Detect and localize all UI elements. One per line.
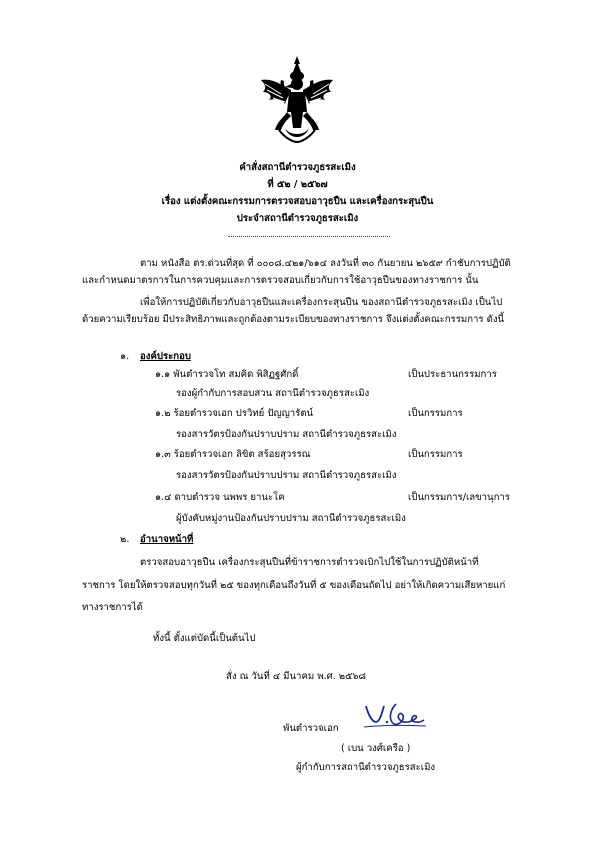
member-position: รองสารวัตรป้องกันปราบปราม สถานีตำรวจภูธรสะเมิง [176,470,397,481]
para2-line1: เพื่อให้การปฏิบัติเกี่ยวกับอาวุธปืนและเครื่องกระสุนปืน ของสถานีตำรวจภูธรสะเมิง เป็นไป [140,297,503,308]
para1-line1: ตาม หนังสือ ตร.ด่วนที่สุด ที่ ๐๐๐๘.๔๒๑/๖๑๔ ลงวันที่ ๓๐ กันยายน ๒๖๕๙ กำชับการปฏิบัติ [140,258,511,269]
section2-line2: ราชการ โดยให้ตรวจสอบทุกวันที่ ๒๕ ของทุกเดือนถึงวันที่ ๕ ของเดือนถัดไป อย่าให้เกิดความเสียหายแก่ [82,580,506,591]
member-position: รองสารวัตรป้องกันปราบปราม สถานีตำรวจภูธรสะเมิง [176,429,397,440]
order-subject: เรื่อง แต่งตั้งคณะกรรมการตรวจสอบอาวุธปืน และเครื่องกระสุนปืน [161,196,434,207]
signer-position: ผู้กำกับการสถานีตำรวจภูธรสะเมิง [296,762,436,773]
signature-image [362,700,428,730]
member-position: รองผู้กำกับการสอบสวน สถานีตำรวจภูธรสะเมิง [176,388,370,399]
member-name: ๑.๑ พันตำรวจโท สมคิด พิสิฏฐศักดิ์ [155,369,299,380]
section2-line3: ทางราชการได้ [82,602,143,613]
member-role: เป็นกรรมการ/เลขานุการ [408,492,510,503]
section2-heading: อำนาจหน้าที่ [140,534,194,545]
garuda-emblem [255,54,339,144]
order-subject-line2: ประจำสถานีตำรวจภูธรสะเมิง [236,213,359,224]
member-role: เป็นกรรมการ [408,408,463,419]
section2-number: ๒. [120,534,130,545]
section1-heading: องค์ประกอบ [140,351,191,362]
para2-line2: ด้วยความเรียบร้อย มีประสิทธิภาพและถูกต้องตามระเบียบของทางราชการ จึงแต่งตั้งคณะกรรมการ ดังนี้ [82,314,505,325]
member-role: เป็นกรรมการ [408,449,463,460]
member-position: ผู้บังคับหมู่งานป้องกันปราบปราม สถานีตำรวจภูธรสะเมิง [176,513,406,524]
separator-line [228,236,390,237]
member-name: ๑.๓ ร้อยตำรวจเอก ลิขิต สร้อยสุวรรณ [155,449,311,460]
section2-line1: ตรวจสอบอาวุธปืน เครื่องกระสุนปืนที่ข้าราชการตำรวจเบิกไปใช้ในการปฏิบัติหน้าที่ [140,557,479,568]
member-name: ๑.๔ ดาบตำรวจ นพพร ยานะโค [155,492,285,503]
signer-rank: พันตำรวจเอก [283,723,339,734]
para1-line2: และกำหนดมาตรการในการควบคุมและการตรวจสอบเกี่ยวกับการใช้อาวุธปืนของทางราชการ นั้น [82,275,479,286]
order-date: สั่ง ณ วันที่ ๔ มีนาคม พ.ศ. ๒๕๖๘ [226,671,366,682]
order-title: คำสั่งสถานีตำรวจภูธรสะเมิง [239,162,356,173]
signer-name: ( เบน วงศ์เครือ ) [341,743,411,754]
member-role: เป็นประธานกรรมการ [408,369,497,380]
member-name: ๑.๒ ร้อยตำรวจเอก ปรวิทย์ ปัญญารัตน์ [155,408,314,419]
section1-number: ๑. [120,351,130,362]
order-number: ที่ ๕๒ / ๒๕๖๗ [267,179,328,190]
closing-text: ทั้งนี้ ตั้งแต่บัดนี้เป็นต้นไป [153,633,256,644]
